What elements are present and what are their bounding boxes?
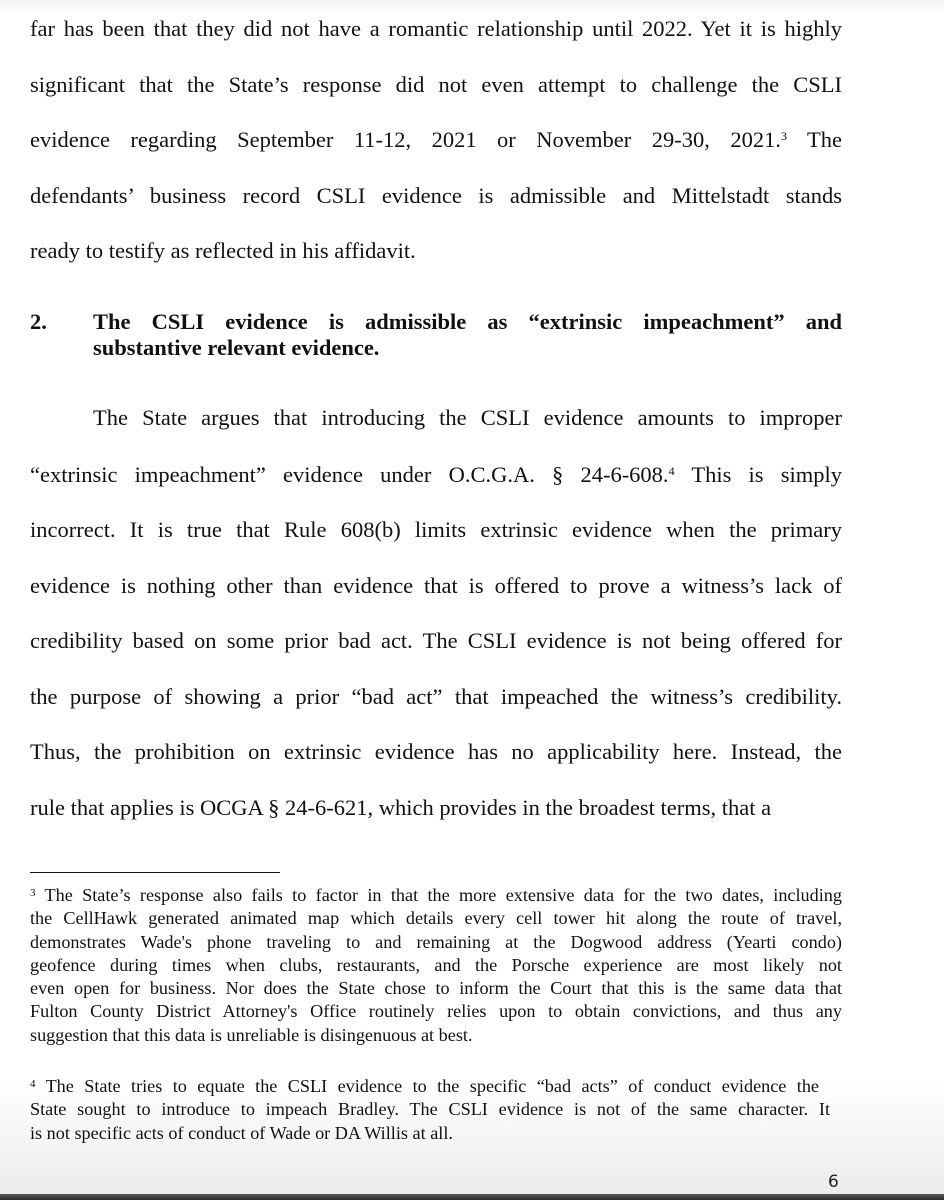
text-line: significant that the State’s response did not even attempt to challenge the CSLI <box>30 72 842 97</box>
text-line: far has been that they did not have a romantic relationship until 2022. Yet it is highly <box>30 16 842 41</box>
footnote-number: 4 <box>30 1078 36 1090</box>
text-line: rule that applies is OCGA § 24-6-621, which provides in the broadest terms, that a <box>30 795 772 820</box>
text-segment: “extrinsic impeachment” evidence under O.C.G.A. § 24-6-608. <box>30 462 669 487</box>
text-line <box>30 462 842 488</box>
footnote-4 <box>30 1075 842 1145</box>
footnote-line: demonstrates Wade's phone traveling to and remaining at the Dogwood address (Yearti condo) <box>30 931 842 952</box>
heading-line: substantive relevant evidence. <box>93 335 380 360</box>
text-line: incorrect. It is true that Rule 608(b) limits extrinsic evidence when the primary <box>30 517 842 542</box>
heading-line: The CSLI evidence is admissible as “extrinsic impeachment” and <box>93 309 842 334</box>
footnote-line: geofence during times when clubs, restaurants, and the Porsche experience are most likely not <box>30 954 842 975</box>
footnote-separator <box>30 872 280 873</box>
page-number: 6 <box>828 1172 839 1192</box>
window-bottom-edge <box>0 1194 944 1200</box>
text-line: The State argues that introducing the CSLI evidence amounts to improper <box>93 405 842 430</box>
footnote-line: is not specific acts of conduct of Wade or DA Willis at all. <box>30 1122 453 1143</box>
text-segment: The State tries to equate the CSLI evidence to the specific “bad acts” of conduct evidence the <box>35 1076 819 1096</box>
footnote-line: State sought to introduce to impeach Bradley. The CSLI evidence is not of the same character. It <box>30 1099 830 1120</box>
text-line: credibility based on some prior bad act. The CSLI evidence is not being offered for <box>30 628 842 653</box>
footnote-line: Fulton County District Attorney's Office routinely relies upon to obtain convictions, and thus any <box>30 1001 842 1022</box>
footnote-line: the CellHawk generated animated map which details every cell tower hit along the route of travel, <box>30 908 842 929</box>
text-line: evidence is nothing other than evidence that is offered to prove a witness’s lack of <box>30 573 842 598</box>
footnote-line: even open for business. Nor does the State chose to inform the Court that this is the same data that <box>30 978 842 999</box>
text-segment: evidence regarding September 11-12, 2021 or November 29-30, 2021. <box>30 127 781 152</box>
text-segment: The <box>786 127 843 152</box>
footnote-ref-4[interactable]: 4 <box>668 464 675 478</box>
footnote-line <box>30 1075 819 1098</box>
footnote-line: suggestion that this data is unreliable is disingenuous at best. <box>30 1024 473 1045</box>
footnote-ref-3[interactable]: 3 <box>780 129 787 143</box>
text-line: the purpose of showing a prior “bad act” that impeached the witness’s credibility. <box>30 684 842 709</box>
text-segment: This is simply <box>674 462 842 487</box>
section-title <box>93 309 842 361</box>
text-line: ready to testify as reflected in his affidavit. <box>30 238 416 263</box>
footnote-3 <box>30 884 842 1047</box>
text-segment: The State’s response also fails to factor in that the more extensive data for the two dates, including <box>35 885 842 905</box>
footnote-line <box>30 884 842 907</box>
footnote-number: 3 <box>30 887 36 899</box>
text-line <box>30 127 842 153</box>
text-line: defendants’ business record CSLI evidence is admissible and Mittelstadt stands <box>30 183 842 208</box>
section-number: 2. <box>30 309 47 334</box>
text-line: Thus, the prohibition on extrinsic evidence has no applicability here. Instead, the <box>30 739 842 764</box>
